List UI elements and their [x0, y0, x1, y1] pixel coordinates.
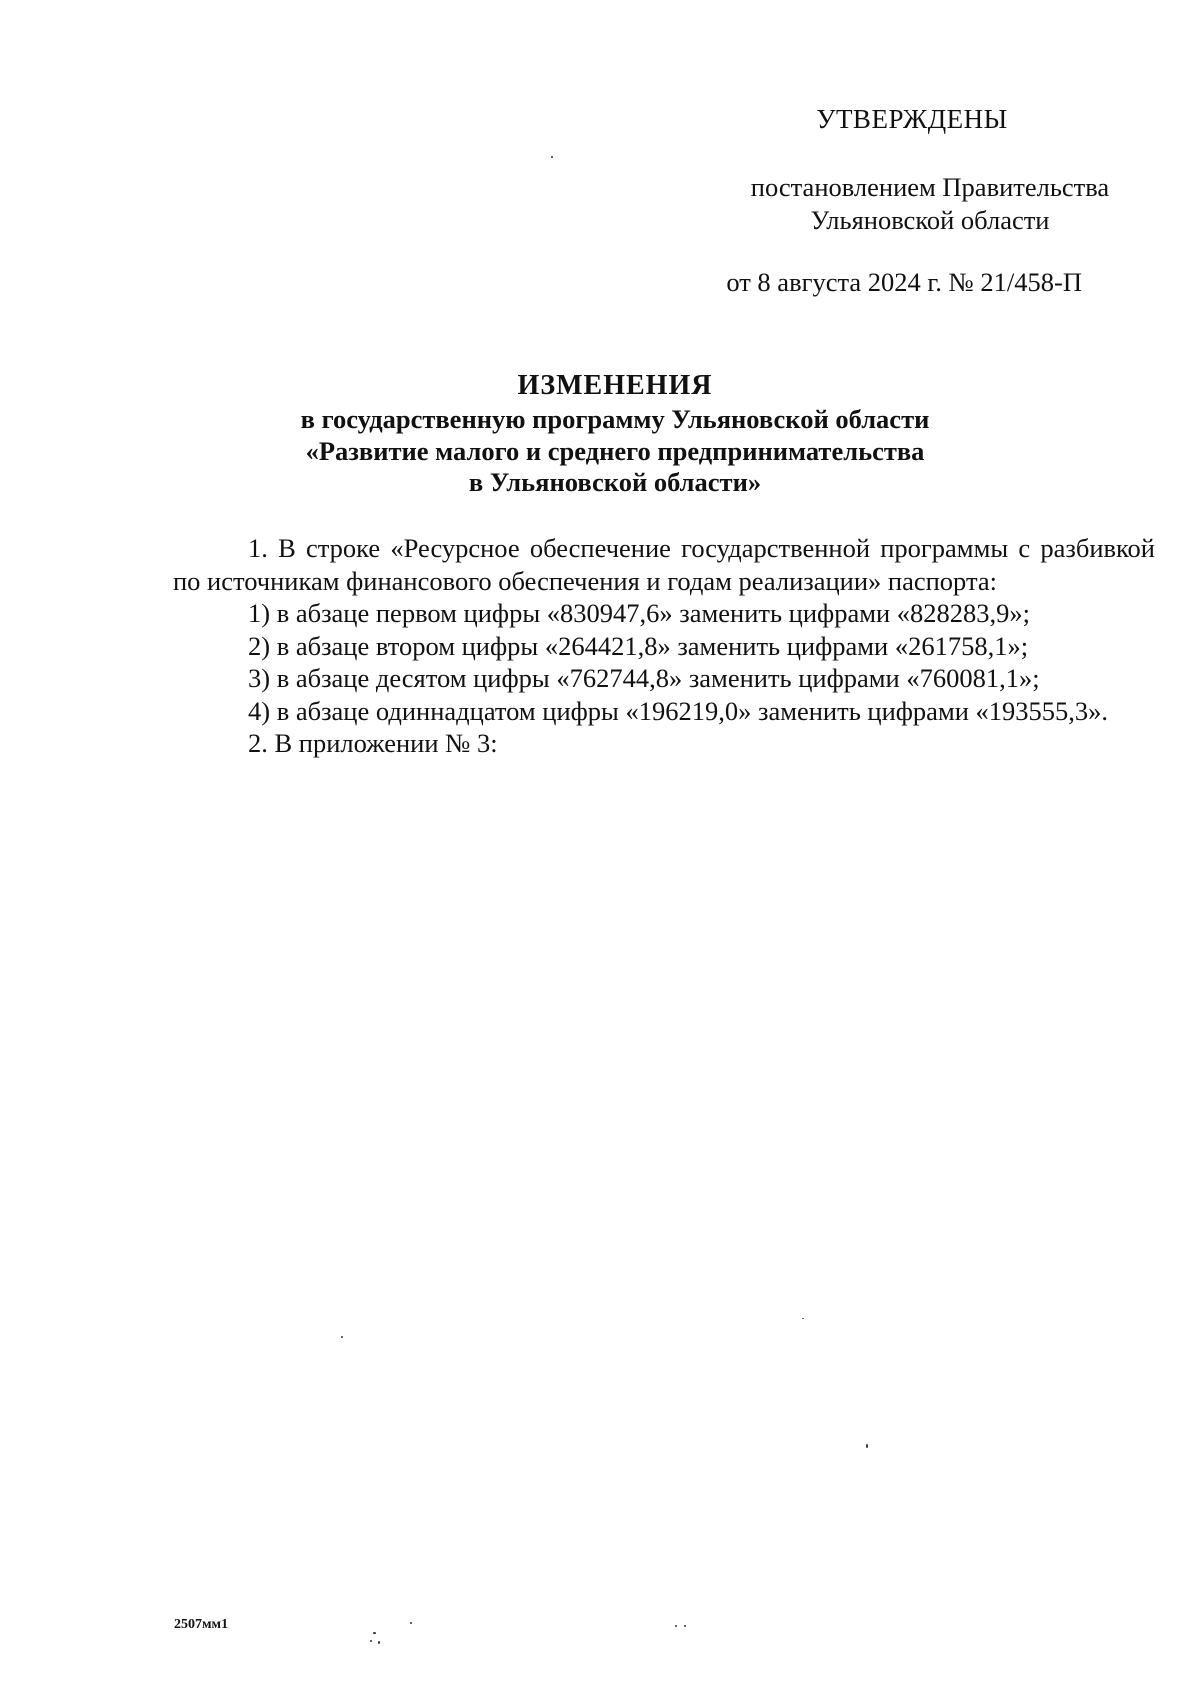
- scan-speck: [370, 1640, 372, 1642]
- scan-speck: [675, 1625, 677, 1627]
- scan-speck: [410, 1622, 412, 1624]
- heading-line-1: в государственную программу Ульяновской области: [300, 404, 930, 434]
- paragraph-item-2: 2. В приложении № 3:: [248, 728, 498, 758]
- scan-speck: [551, 156, 553, 158]
- scan-speck: [866, 1444, 868, 1448]
- subitem-3: 3) в абзаце десятом цифры «762744,8» заменить цифрами «760081,1»;: [248, 663, 1040, 693]
- subitem-2: 2) в абзаце втором цифры «264421,8» заменить цифрами «261758,1»;: [248, 630, 1029, 661]
- approval-date-number: от 8 августа 2024 г. № 21/458-П: [726, 267, 1082, 297]
- scan-speck: [373, 1632, 376, 1634]
- scan-speck: [684, 1625, 686, 1627]
- subitem-1: 1) в абзаце первом цифры «830947,6» заменить цифрами «828283,9»;: [248, 598, 1031, 628]
- approval-authority-line-1: постановлением Правительства: [750, 172, 1110, 202]
- paragraph-item-1: 1. В строке «Ресурсное обеспечение государственной программы с разбивкой по источникам финансового обеспечения и годам реализации» паспорта:: [173, 533, 1155, 596]
- approval-authority-line-2: Ульяновской области: [810, 205, 1050, 235]
- heading-title: ИЗМЕНЕНИЯ: [517, 370, 713, 401]
- approval-authority: [740, 171, 1120, 237]
- approval-title: УТВЕРЖДЕНЫ: [816, 104, 1008, 134]
- document-body: [173, 532, 1155, 760]
- scan-speck: [378, 1641, 380, 1644]
- heading-line-3: в Ульяновской области»: [468, 467, 762, 497]
- subitem-4: 4) в абзаце одиннадцатом цифры «196219,0» заменить цифрами «193555,3».: [248, 695, 1109, 726]
- scan-speck: [802, 1318, 804, 1319]
- heading-line-2: «Развитие малого и среднего предпринимательства: [305, 435, 925, 466]
- scan-speck: [341, 1336, 343, 1338]
- document-heading: [160, 368, 1070, 499]
- document-code: 2507мм1: [174, 1617, 229, 1632]
